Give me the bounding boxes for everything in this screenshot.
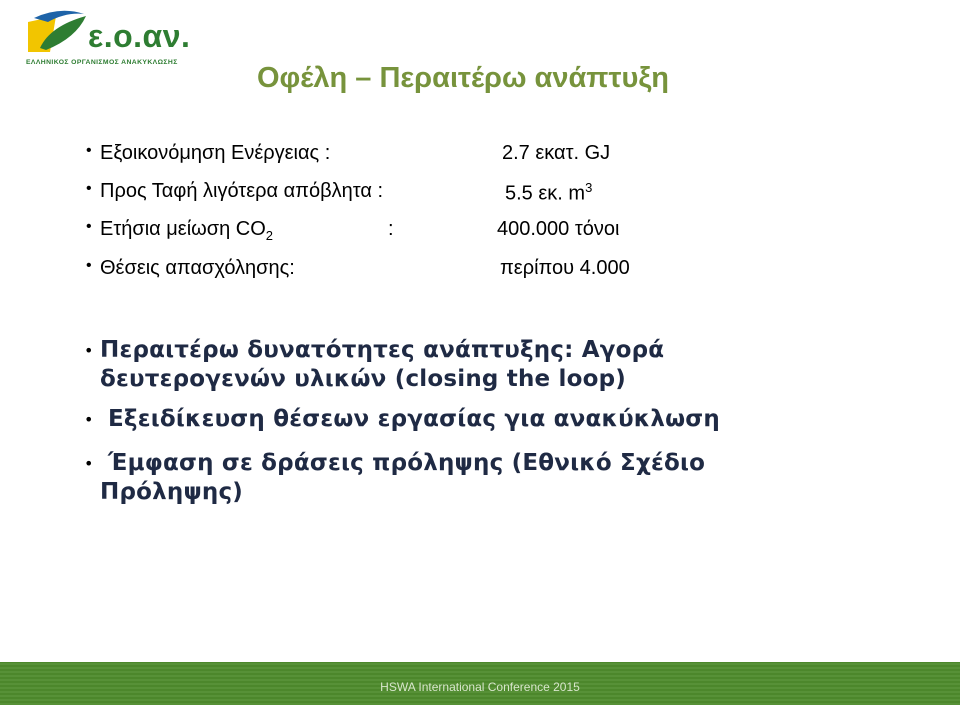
development-line: Εξειδίκευση θέσεων εργασίας για ανακύκλωση xyxy=(108,406,720,432)
logo-subtitle: ΕΛΛΗΝΙΚΟΣ ΟΡΓΑΝΙΣΜΟΣ ΑΝΑΚΥΚΛΩΣΗΣ xyxy=(26,59,178,66)
development-item xyxy=(84,336,665,394)
bullet-dot-icon: • xyxy=(84,341,94,360)
development-item xyxy=(84,405,720,434)
bullet-dot-icon: • xyxy=(86,257,92,274)
stat-label: Ετήσια μείωση CO xyxy=(100,218,266,240)
development-line: Πρόληψης) xyxy=(100,479,244,505)
stat-value-text: 5.5 εκ. m xyxy=(505,182,586,205)
stat-landfill xyxy=(86,180,384,203)
stat-co2 xyxy=(86,218,274,243)
development-item xyxy=(84,449,706,507)
eoan-logo xyxy=(26,8,216,68)
footer-text: HSWA International Conference 2015 xyxy=(380,680,580,694)
logo-wordmark: ε.ο.αν. xyxy=(88,18,191,54)
bullet-dot-icon: • xyxy=(84,454,94,473)
development-line: Έμφαση σε δράσεις πρόληψης (Εθνικό Σχέδιο xyxy=(108,450,706,476)
bullet-dot-icon: • xyxy=(84,410,94,429)
stat-value: περίπου 4.000 xyxy=(500,257,630,279)
bullet-dot-icon: • xyxy=(86,218,92,235)
stat-value xyxy=(505,180,592,206)
footer-bar xyxy=(0,662,960,705)
stat-label-sub: 2 xyxy=(265,228,274,243)
development-line: Περαιτέρω δυνατότητες ανάπτυξης: Αγορά xyxy=(100,337,665,363)
bullet-dot-icon: • xyxy=(86,180,92,197)
stat-value: 400.000 τόνοι xyxy=(497,218,620,240)
stat-jobs xyxy=(86,257,295,280)
stat-value: 2.7 εκατ. GJ xyxy=(502,142,611,164)
stat-label: Εξοικονόμηση Ενέργειας : xyxy=(100,142,331,164)
eoan-logo-mark-icon xyxy=(26,8,88,58)
stat-value-sup: 3 xyxy=(585,180,593,195)
slide-title: Οφέλη – Περαιτέρω ανάπτυξη xyxy=(257,62,669,94)
development-line: δευτερογενών υλικών (closing the loop) xyxy=(100,366,627,392)
stat-label: Προς Ταφή λιγότερα απόβλητα : xyxy=(100,180,384,202)
stat-energy xyxy=(86,142,331,165)
stat-label-suffix: : xyxy=(388,218,394,240)
stat-label: Θέσεις απασχόλησης: xyxy=(100,257,295,279)
bullet-dot-icon: • xyxy=(86,142,92,159)
